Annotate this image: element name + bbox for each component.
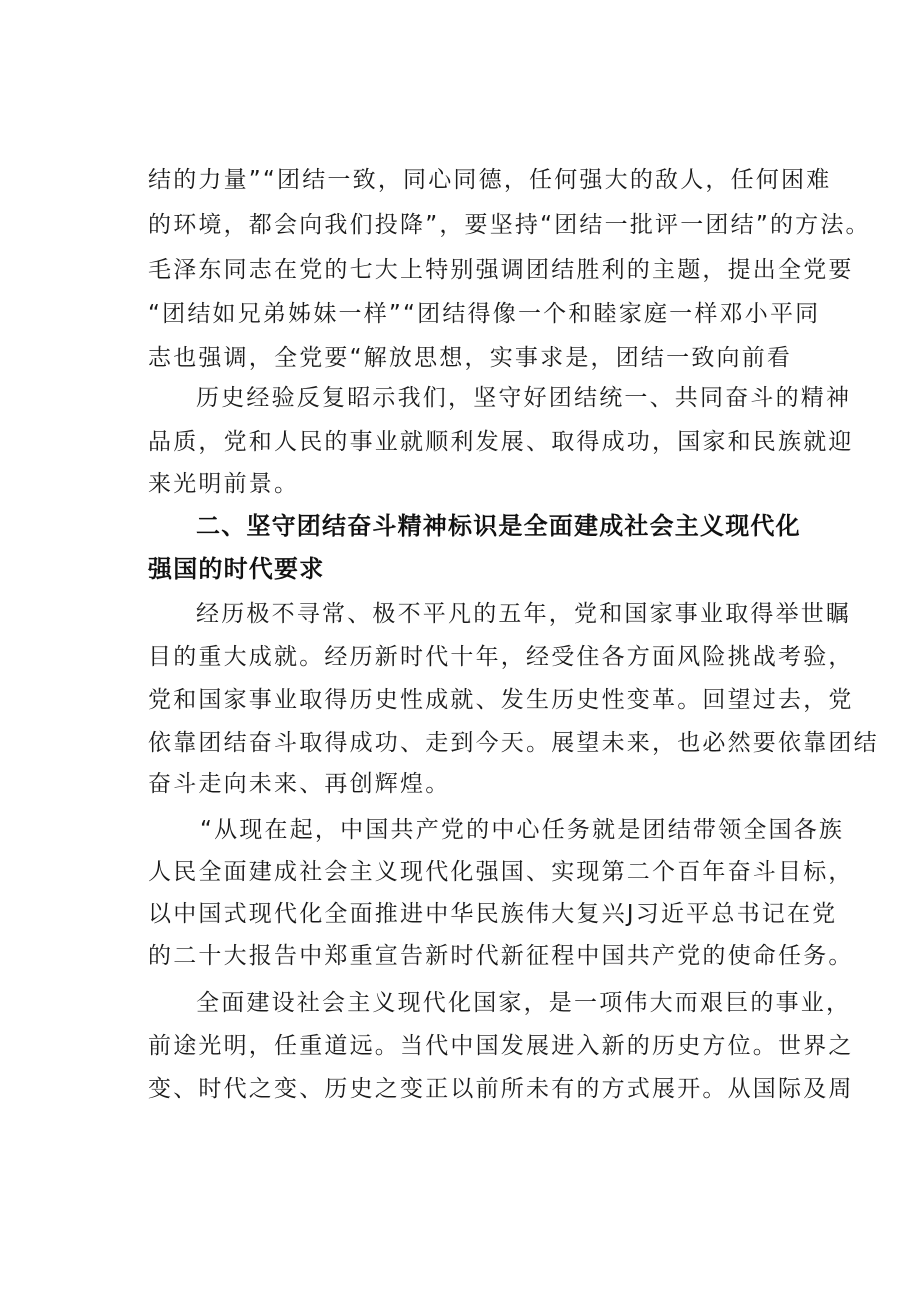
text-line: 的环境，都会向我们投降”，要坚持“团结一批评一团结”的方法。: [148, 212, 871, 238]
text-line: 奋斗走向未来、再创辉煌。: [148, 771, 451, 797]
section-heading: 二、坚守团结奋斗精神标识是全面建成社会主义现代化: [196, 512, 801, 540]
text-line: 依靠团结奋斗取得成功、走到今天。展望未来，也必然要依靠团结: [148, 730, 879, 756]
text-line: 党和国家事业取得历史性成就、发生历史性变革。回望过去，党: [148, 687, 854, 713]
text-line: 人民全面建成社会主义现代化强国、实现第二个百年奋斗目标，: [148, 859, 854, 885]
text-line: 变、时代之变、历史之变正以前所未有的方式展开。从国际及周: [148, 1076, 854, 1102]
text-line: 志也强调，全党要“解放思想，实事求是，团结一致向前看: [148, 345, 793, 371]
text-line: 以中国式现代化全面推进中华民族伟大复兴J习近平总书记在党: [148, 901, 838, 927]
paragraph-first-line: 全面建设社会主义现代化国家，是一项伟大而艰巨的事业，: [196, 990, 852, 1016]
text-line: 来光明前景。: [148, 471, 300, 497]
text-line: 毛泽东同志在党的七大上特别强调团结胜利的主题，提出全党要: [148, 257, 854, 283]
text-line: 目的重大成就。经历新时代十年，经受住各方面风险挑战考验，: [148, 644, 854, 670]
text-line: 结的力量”“团结一致，同心同德，任何强大的敌人，任何困难: [148, 167, 832, 193]
text-line: 前途光明，任重道远。当代中国发展进入新的历史方位。世界之: [148, 1033, 854, 1059]
text-line: “团结如兄弟姊妹一样”“团结得像一个和睦家庭一样邓小平同: [148, 301, 821, 327]
paragraph-first-line: “从现在起，中国共产党的中心任务就是团结带领全国各族: [200, 817, 845, 843]
paragraph-first-line: 经历极不寻常、极不平凡的五年，党和国家事业取得举世瞩: [196, 601, 852, 627]
text-line: 的二十大报告中郑重宣告新时代新征程中国共产党的使命任务。: [148, 943, 854, 969]
text-line: 品质，党和人民的事业就顺利发展、取得成功，国家和民族就迎: [148, 429, 854, 455]
section-heading-continued: 强国的时代要求: [148, 555, 325, 583]
paragraph-first-line: 历史经验反复昭示我们，坚守好团结统一、共同奋斗的精神: [196, 385, 852, 411]
